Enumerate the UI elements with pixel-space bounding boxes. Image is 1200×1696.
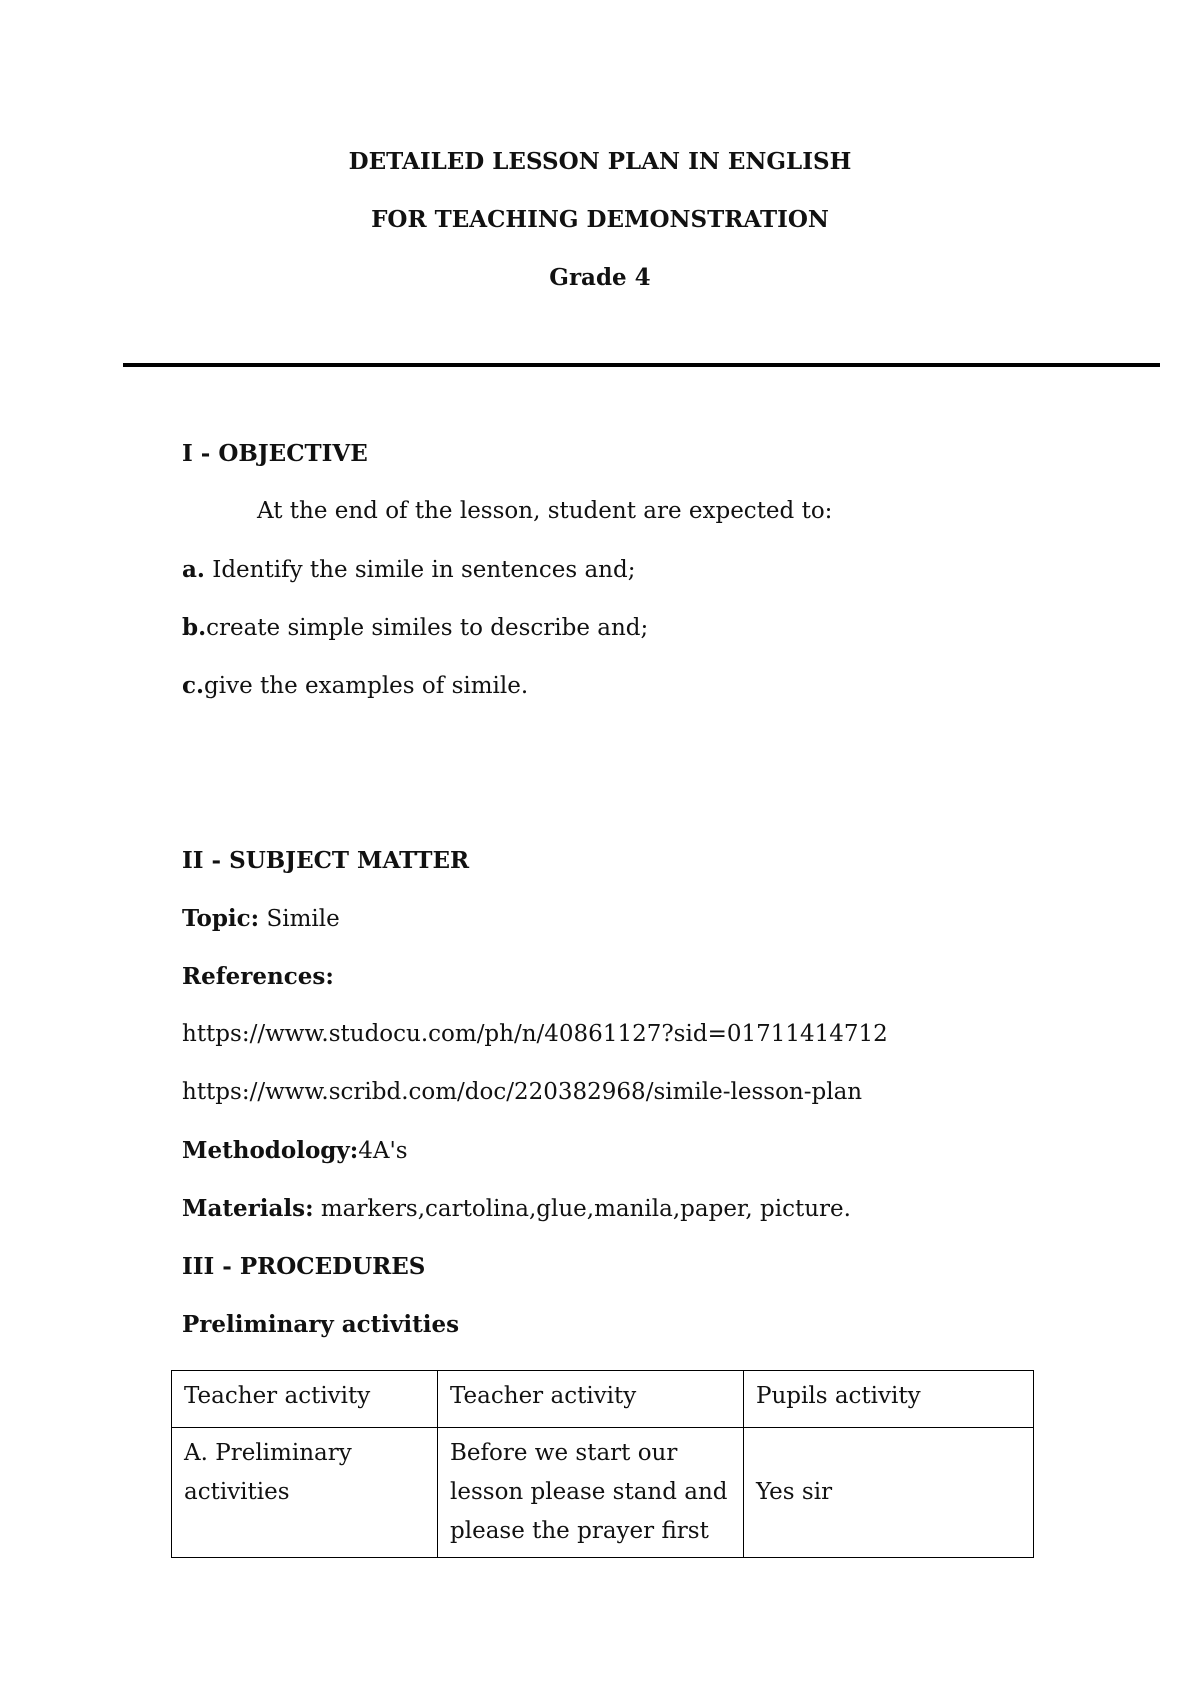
objective-text: create simple similes to describe and; bbox=[206, 615, 649, 641]
doc-subtitle: FOR TEACHING DEMONSTRATION bbox=[371, 206, 829, 233]
table-header-cell: Pupils activity bbox=[744, 1371, 1034, 1428]
topic-label: Topic: bbox=[182, 905, 260, 932]
doc-title: DETAILED LESSON PLAN IN ENGLISH bbox=[348, 148, 852, 175]
topic-value: Simile bbox=[259, 906, 340, 932]
preliminary-activities-heading: Preliminary activities bbox=[182, 1311, 460, 1338]
materials-label: Materials: bbox=[182, 1195, 314, 1222]
table-cell: Yes sir bbox=[744, 1428, 1034, 1558]
reference-link-1[interactable]: https://www.studocu.com/ph/n/40861127?sid=01711414712 bbox=[182, 1021, 888, 1047]
table-row bbox=[172, 1428, 1034, 1558]
objective-item-c bbox=[182, 672, 528, 699]
horizontal-rule bbox=[123, 363, 1160, 367]
objective-text: give the examples of simile. bbox=[204, 673, 529, 699]
objective-marker: c. bbox=[182, 672, 205, 699]
table-cell: A. Preliminary activities bbox=[172, 1428, 438, 1558]
table-header-cell: Teacher activity bbox=[172, 1371, 438, 1428]
materials-line bbox=[182, 1195, 851, 1222]
objective-marker: b. bbox=[182, 614, 207, 641]
grade-label: Grade 4 bbox=[549, 264, 651, 291]
table-header-row bbox=[172, 1371, 1034, 1428]
objective-text: Identify the simile in sentences and; bbox=[204, 557, 636, 583]
table-header-cell: Teacher activity bbox=[438, 1371, 744, 1428]
methodology-line bbox=[182, 1137, 408, 1164]
objective-marker: a. bbox=[182, 556, 205, 583]
objective-heading: I - OBJECTIVE bbox=[182, 440, 368, 467]
topic-line bbox=[182, 905, 340, 932]
objective-item-b bbox=[182, 614, 648, 641]
objective-intro: At the end of the lesson, student are expected to: bbox=[257, 498, 833, 524]
reference-link-2[interactable]: https://www.scribd.com/doc/220382968/simile-lesson-plan bbox=[182, 1079, 863, 1105]
procedures-heading: III - PROCEDURES bbox=[182, 1253, 426, 1280]
subject-matter-heading: II - SUBJECT MATTER bbox=[182, 847, 470, 874]
methodology-value: 4A's bbox=[358, 1138, 408, 1164]
objective-item-a bbox=[182, 556, 635, 583]
references-label: References: bbox=[182, 963, 334, 990]
materials-value: markers,cartolina,glue,manila,paper, picture. bbox=[313, 1196, 851, 1222]
table-cell: Before we start our lesson please stand and please the prayer first bbox=[438, 1428, 744, 1558]
methodology-label: Methodology: bbox=[182, 1137, 359, 1164]
preliminary-activities-table bbox=[171, 1370, 1034, 1558]
